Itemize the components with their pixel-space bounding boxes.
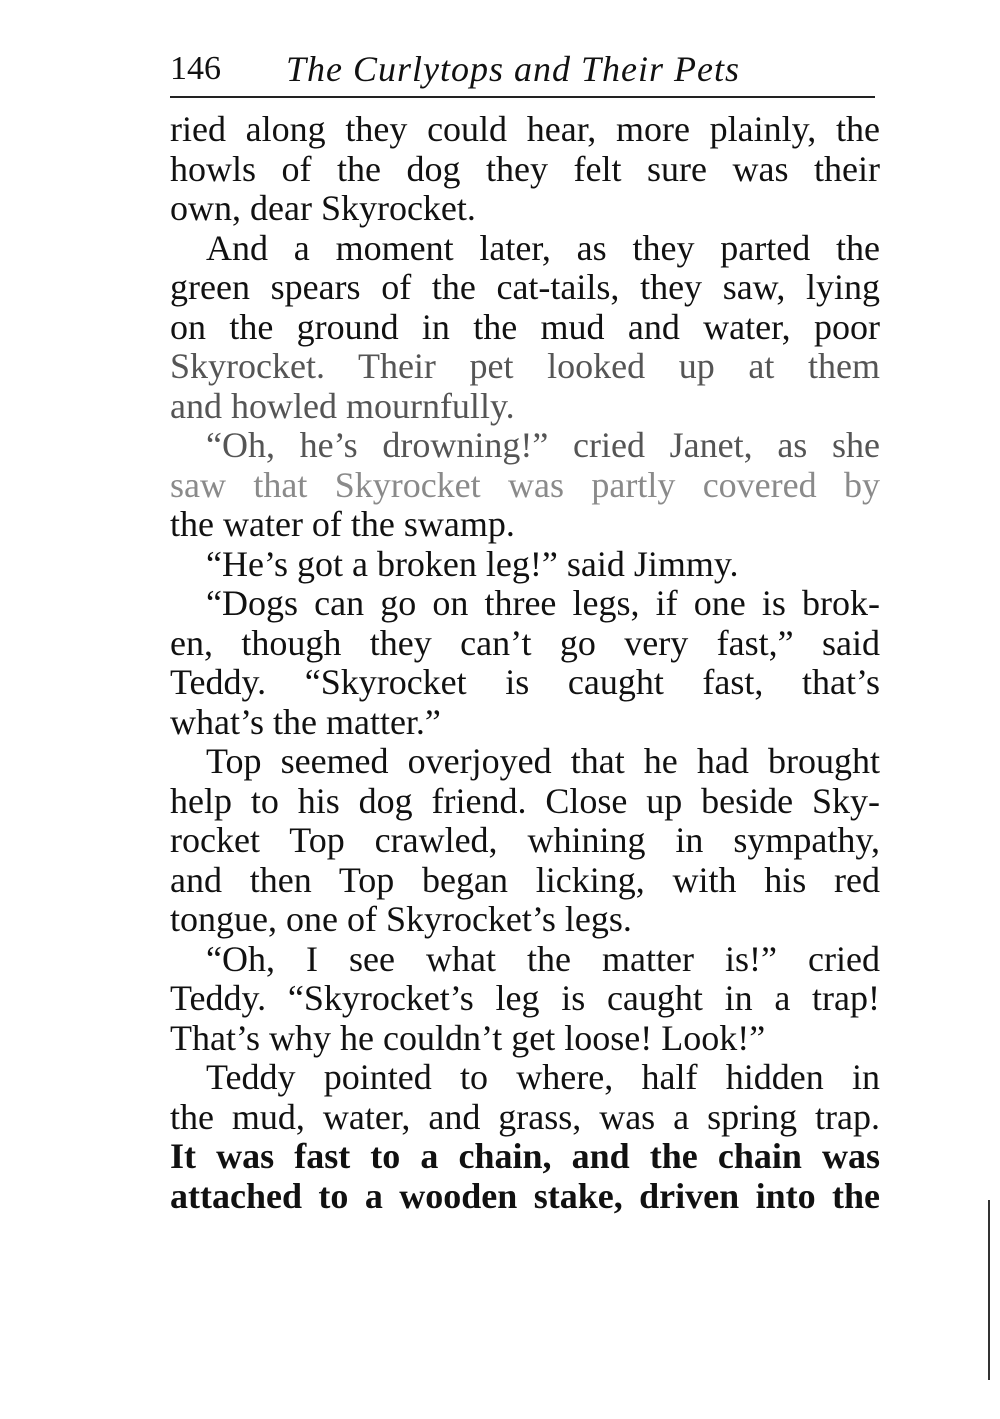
- text-line: rocket Top crawled, whining in sympathy,: [170, 820, 880, 860]
- text-line: own, dear Skyrocket.: [170, 188, 476, 228]
- text-line: help to his dog friend. Close up beside Sky-: [170, 780, 880, 821]
- text-line: saw that Skyrocket was partly covered by: [170, 464, 880, 505]
- running-title: The Curlytops and Their Pets: [286, 49, 741, 89]
- text-line: And a moment later, as they parted the: [206, 227, 880, 268]
- text-line: Top seemed overjoyed that he had brought: [206, 741, 880, 781]
- text-line: attached to a wooden stake, driven into the: [170, 1175, 880, 1216]
- text-line: the mud, water, and grass, was a spring trap.: [170, 1096, 880, 1137]
- text-line: and then Top began licking, with his red: [170, 859, 880, 900]
- text-line: the water of the swamp.: [170, 504, 515, 544]
- text-line: Teddy. “Skyrocket’s leg is caught in a trap!: [170, 978, 880, 1018]
- text-line: what’s the matter.”: [170, 701, 441, 742]
- text-line: “He’s got a broken leg!” said Jimmy.: [206, 543, 739, 584]
- text-line: en, though they can’t go very fast,” said: [170, 622, 880, 663]
- text-line: Teddy. “Skyrocket is caught fast, that’s: [170, 662, 880, 702]
- text-line: That’s why he couldn’t get loose! Look!”: [170, 1017, 766, 1058]
- text-line: green spears of the cat-tails, they saw, lying: [170, 267, 880, 307]
- text-line: howls of the dog they felt sure was their: [170, 148, 880, 189]
- text-line: It was fast to a chain, and the chain was: [170, 1136, 880, 1176]
- text-line: “Oh, he’s drowning!” cried Janet, as she: [206, 425, 880, 465]
- text-line: “Dogs can go on three legs, if one is brok-: [206, 583, 880, 623]
- text-line: on the ground in the mud and water, poor: [170, 306, 880, 347]
- page-number: 146: [170, 50, 221, 87]
- text-line: and howled mournfully.: [170, 385, 515, 426]
- body-text: [170, 110, 880, 1216]
- header-rule: [170, 96, 875, 98]
- text-line: Skyrocket. Their pet looked up at them: [170, 346, 880, 386]
- text-line: “Oh, I see what the matter is!” cried: [206, 938, 880, 979]
- text-line: ried along they could hear, more plainly, the: [170, 109, 880, 149]
- scan-margin-mark: [988, 1200, 990, 1380]
- text-line: Teddy pointed to where, half hidden in: [206, 1057, 880, 1097]
- text-line: tongue, one of Skyrocket’s legs.: [170, 899, 632, 939]
- running-head: [170, 44, 880, 94]
